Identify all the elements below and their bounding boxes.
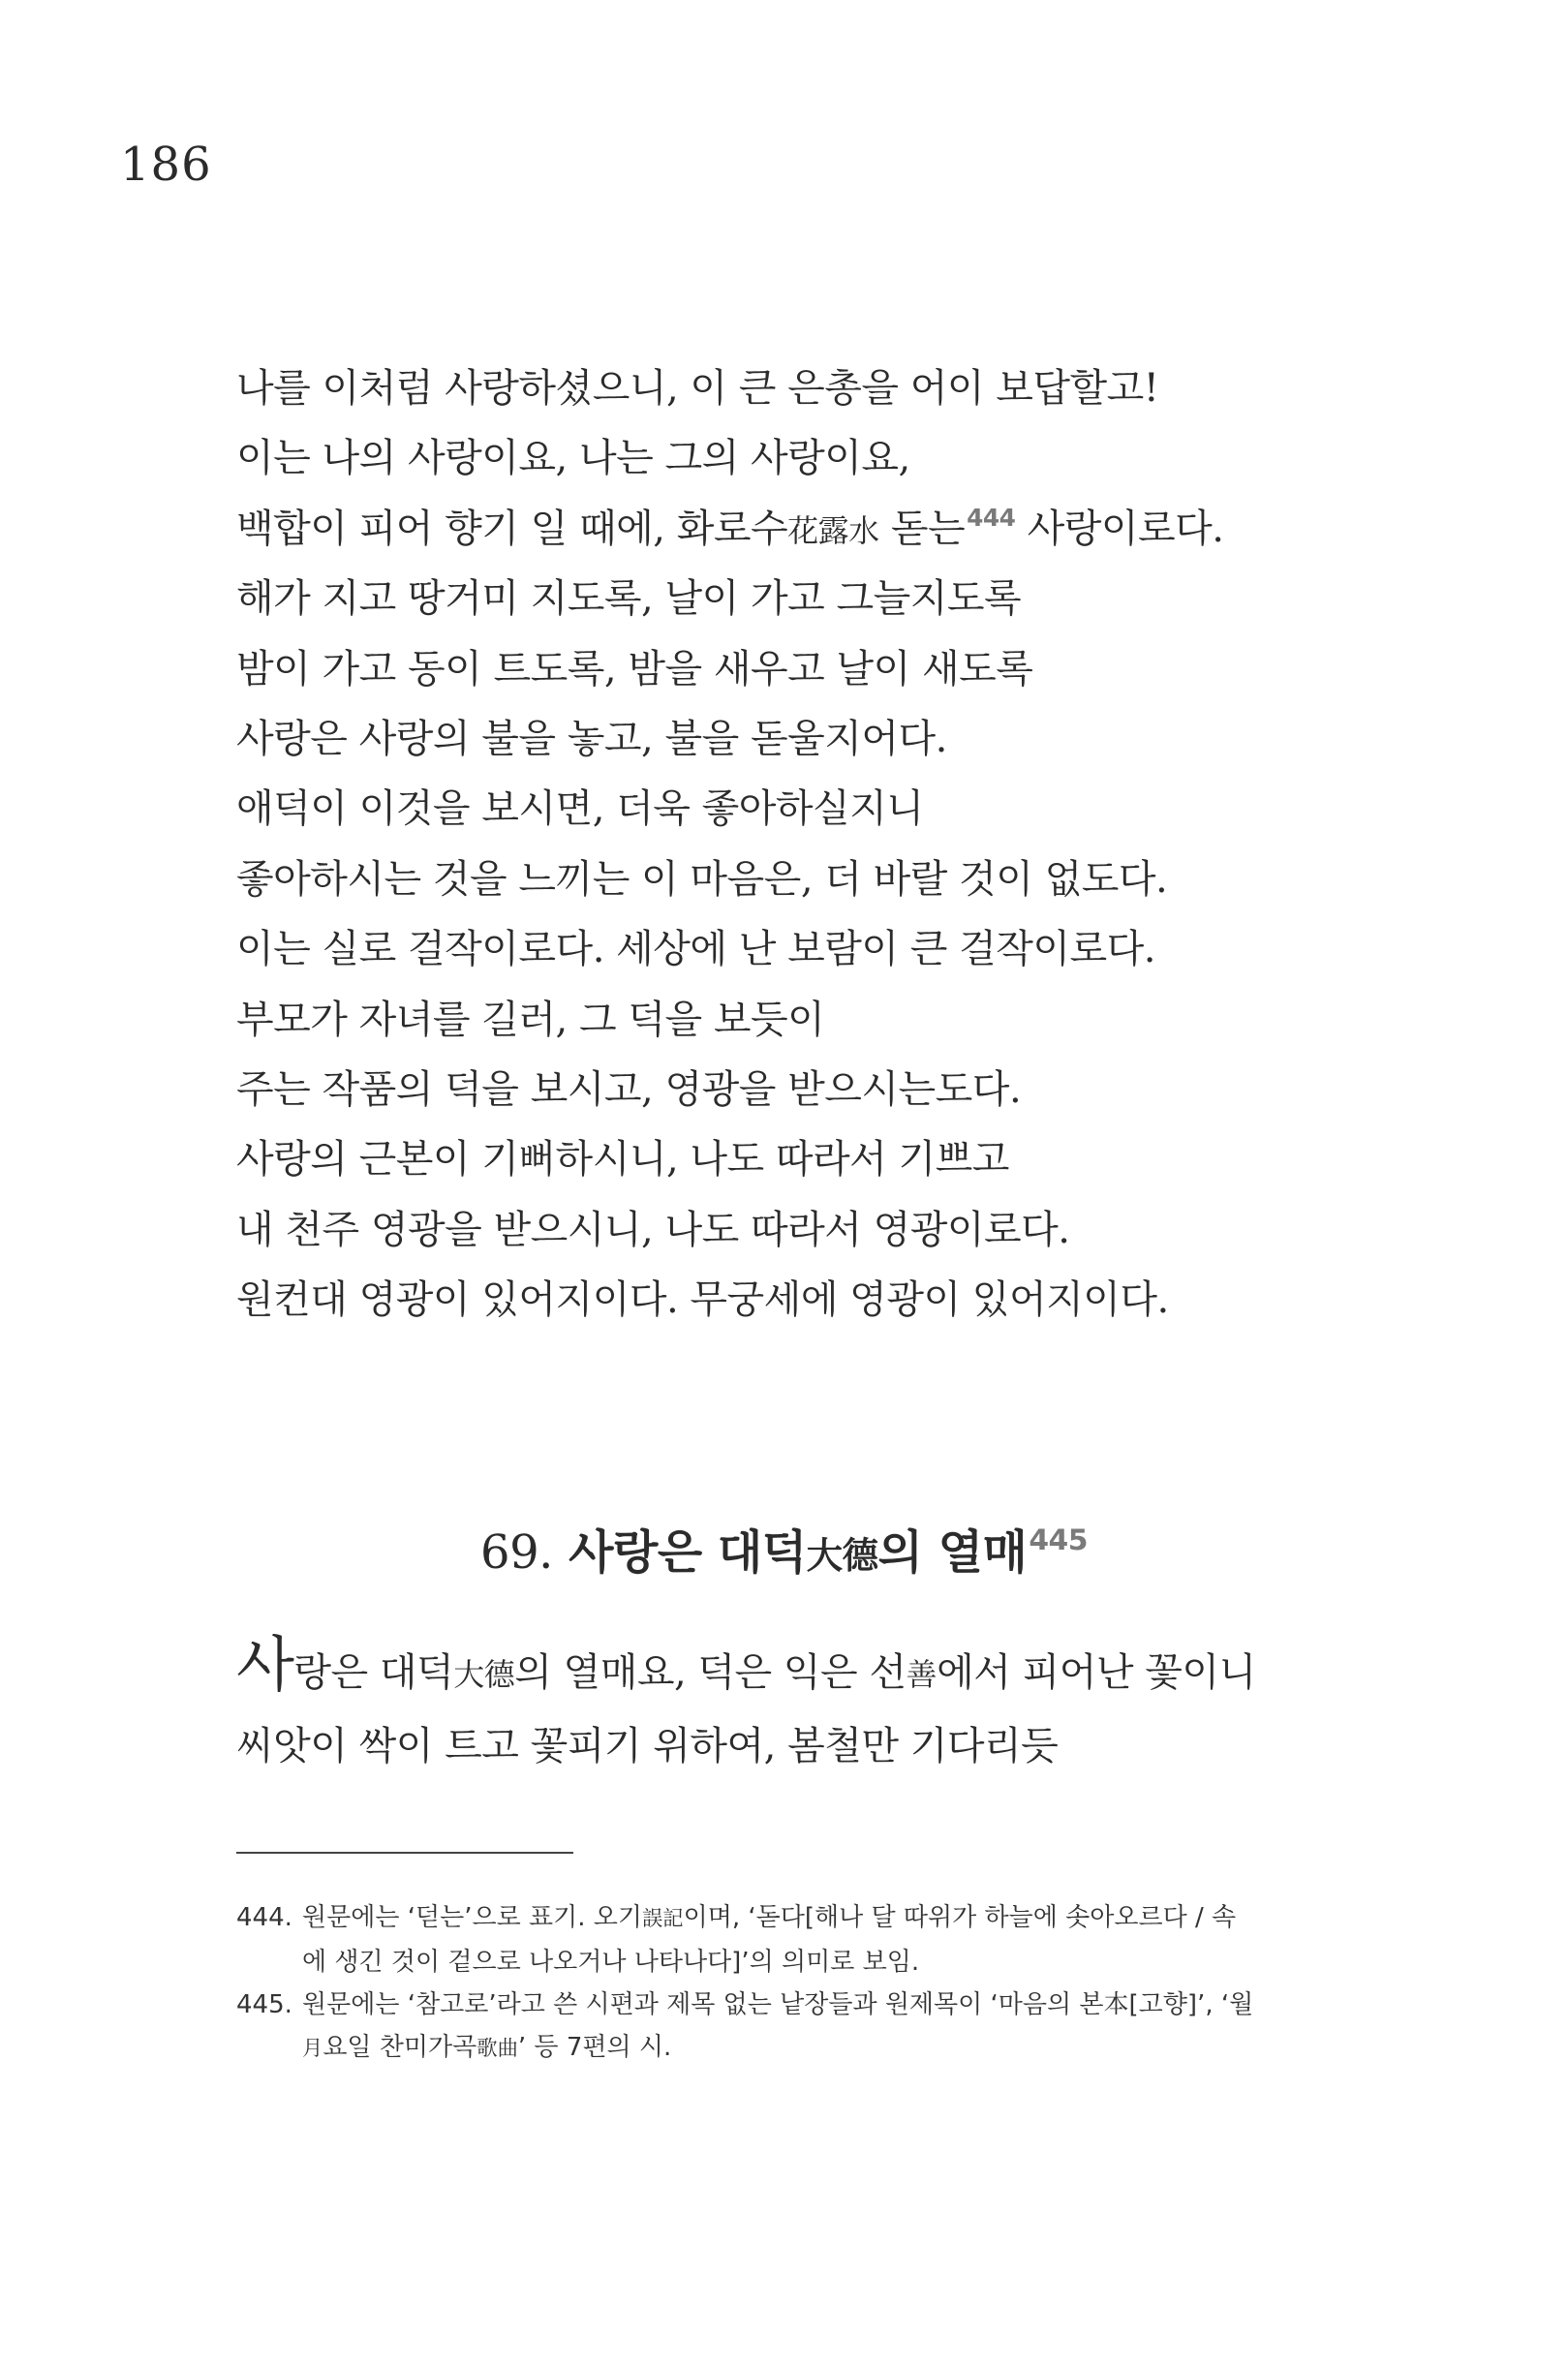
poem-line: 애덕이 이것을 보시면, 더욱 좋아하실지니	[236, 786, 924, 832]
poem-line	[236, 494, 1340, 564]
poem-line: 사랑의 근본이 기뻐하시니, 나도 따라서 기쁘고	[236, 1137, 1009, 1183]
footnote-marker[interactable]: 444	[967, 504, 1016, 533]
section-title	[0, 1521, 1568, 1585]
footnote-number: 444.	[236, 1903, 292, 1932]
footnote-text: 원문에는 ‘덛는’으로 표기. 오기	[302, 1903, 642, 1932]
section-title-text: 사랑은 대덕	[552, 1524, 807, 1580]
footnote-text: 이며, ‘돋다[해나 달 따위가 하늘에 솟아오르다 / 속	[683, 1903, 1237, 1932]
intro-line	[236, 1629, 1340, 1710]
intro-text: 의 열매요, 덕은 익은 선	[514, 1650, 907, 1695]
page-number: 186	[120, 138, 212, 192]
hanja-annotation: 誤記	[641, 1907, 684, 1931]
poem-line: 주는 작품의 덕을 보시고, 영광을 받으시는도다.	[236, 1066, 1022, 1112]
section-number: 69.	[480, 1524, 553, 1580]
footnotes	[236, 1896, 1340, 2071]
poem-line: 이는 실로 걸작이로다. 세상에 난 보람이 큰 걸작이로다.	[236, 927, 1156, 972]
poem-line: 원컨대 영광이 있어지이다. 무궁세에 영광이 있어지이다.	[236, 1277, 1169, 1323]
poem-line: 이는 나의 사랑이요, 나는 그의 사랑이요,	[236, 436, 910, 481]
poem-line: 나를 이처럼 사랑하셨으니, 이 큰 은총을 어이 보답할고!	[236, 366, 1159, 411]
hanja-annotation: 月	[302, 2037, 323, 2061]
intro-text: 랑은 대덕	[293, 1650, 454, 1695]
footnote-item	[236, 1896, 1340, 1984]
footnote-line: 원문에는 ‘참고로’라고 쓴 시편과 제목 없는 낱장들과 원제목이 ‘마음의 본本[고향]’, ‘월	[302, 1990, 1254, 2019]
footnote-item	[236, 1984, 1340, 2071]
footnote-text: ’ 등 7편의 시.	[517, 2033, 672, 2062]
footnote-line	[302, 1896, 1340, 1941]
hanja-annotation: 花露水	[787, 511, 879, 549]
hanja-annotation: 歌曲	[477, 2037, 518, 2061]
footnote-marker[interactable]: 445	[1029, 1523, 1088, 1558]
poem-text: 돋는	[878, 506, 966, 551]
poem-line: 부모가 자녀를 길러, 그 덕을 보듯이	[236, 997, 825, 1042]
hanja-annotation: 大德	[453, 1656, 515, 1693]
footnote-line	[302, 2026, 1340, 2071]
hanja-annotation: 大德	[806, 1533, 878, 1577]
poem-line: 내 천주 영광을 받으시니, 나도 따라서 영광이로다.	[236, 1207, 1070, 1252]
poem	[236, 354, 1340, 1335]
poem-text: 백합이 피어 향기 일 때에, 화로수	[236, 506, 788, 551]
section-intro	[236, 1629, 1340, 1782]
poem-line: 좋아하시는 것을 느끼는 이 마음은, 더 바랄 것이 없도다.	[236, 856, 1168, 902]
intro-text: 에서 피어난 꽃이니	[937, 1650, 1256, 1695]
poem-line: 사랑은 사랑의 불을 놓고, 불을 돋울지어다.	[236, 716, 947, 761]
footnote-text: 요일 찬미가곡	[323, 2033, 477, 2062]
drop-cap: 사	[236, 1629, 294, 1700]
hanja-annotation: 善	[906, 1656, 938, 1693]
intro-line: 씨앗이 싹이 트고 꽃피기 위하여, 봄철만 기다리듯	[236, 1724, 1059, 1768]
poem-line: 해가 지고 땅거미 지도록, 날이 가고 그늘지도록	[236, 576, 1022, 622]
section-title-text: 의 열매	[877, 1524, 1028, 1580]
footnote-line: 에 생긴 것이 겉으로 나오거나 나타나다]’의 의미로 보임.	[302, 1948, 920, 1977]
footnote-divider	[236, 1852, 573, 1854]
poem-line: 밤이 가고 동이 트도록, 밤을 새우고 날이 새도록	[236, 646, 1033, 692]
footnote-number: 445.	[236, 1990, 292, 2019]
poem-text: 사랑이로다.	[1015, 506, 1224, 551]
